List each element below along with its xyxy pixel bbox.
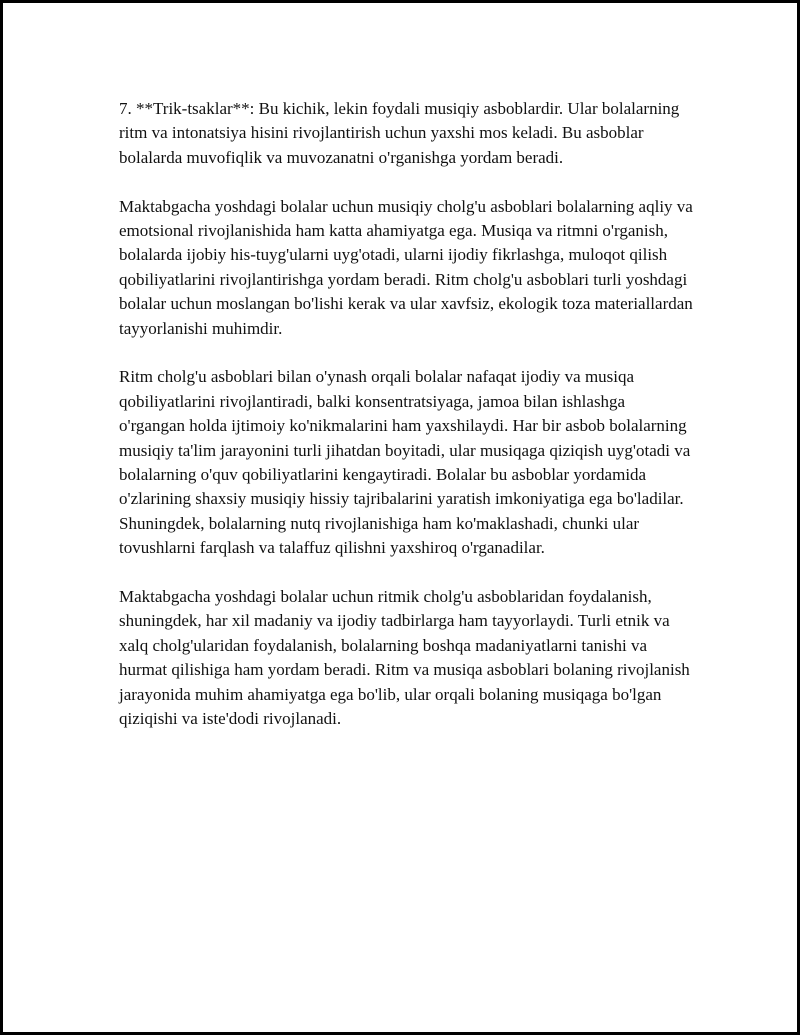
paragraph-ritm-cholgu: Ritm cholg'u asboblari bilan o'ynash orqali bolalar nafaqat ijodiy va musiqa qobiliyatlarini rivojlantiradi, balki konsentratsiyaga, jamoa bilan ishlashga o'rgangan holda ijtimoiy ko'nikmalarini ham yaxshilaydi. Har bir asbob bolalarning musiqiy ta'lim jarayonini turli jihatdan boyitadi, ular musiqaga qiziqish uyg'otadi va bolalarning o'quv qobiliyatlarini kengaytiradi. Bolalar bu asboblar yordamida o'zlarining shaxsiy musiqiy hissiy tajribalarini yaratish imkoniyatiga ega bo'ladilar. Shuningdek, bolalarning nutq rivojlanishiga ham ko'maklashadi, chunki ular tovushlarni farqlash va talaffuz qilishni yaxshiroq o'rganadilar. <box>119 367 691 558</box>
paragraph-ritmik-cholgu: Maktabgacha yoshdagi bolalar uchun ritmik cholg'u asboblaridan foydalanish, shuningdek, har xil madaniy va ijodiy tadbirlarga ham tayyorlaydi. Turli etnik va xalq cholg'ularidan foydalanish, bolalarning boshqa madaniyatlarni tanishi va hurmat qilishiga ham yordam beradi. Ritm va musiqa asboblari bolaning rivojlanish jarayonida muhim ahamiyatga ega bo'lib, ular orqali bolaning musiqaga bo'lgan qiziqishi va iste'dodi rivojlanadi. <box>119 587 690 729</box>
paragraph-trik-tsaklar: 7. **Trik-tsaklar**: Bu kichik, lekin foydali musiqiy asboblardir. Ular bolalarning ritm va intonatsiya hisini rivojlantirish uchun yaxshi mos keladi. Bu asboblar bolalarda muvofiqlik va muvozanatni o'rganishga yordam beradi. <box>119 99 680 167</box>
document-body <box>119 97 693 756</box>
paragraph-musiqiy-cholgu: Maktabgacha yoshdagi bolalar uchun musiqiy cholg'u asboblari bolalarning aqliy va emotsional rivojlanishida ham katta ahamiyatga ega. Musiqa va ritmni o'rganish, bolalarda ijobiy his-tuyg'ularni uyg'otadi, ularni ijodiy fikrlashga, muloqot qilish qobiliyatlarini rivojlantirishga yordam beradi. Ritm cholg'u asboblari turli yoshdagi bolalar uchun moslangan bo'lishi kerak va ular xavfsiz, ekologik toza materiallardan tayyorlanishi muhimdir. <box>119 196 693 338</box>
